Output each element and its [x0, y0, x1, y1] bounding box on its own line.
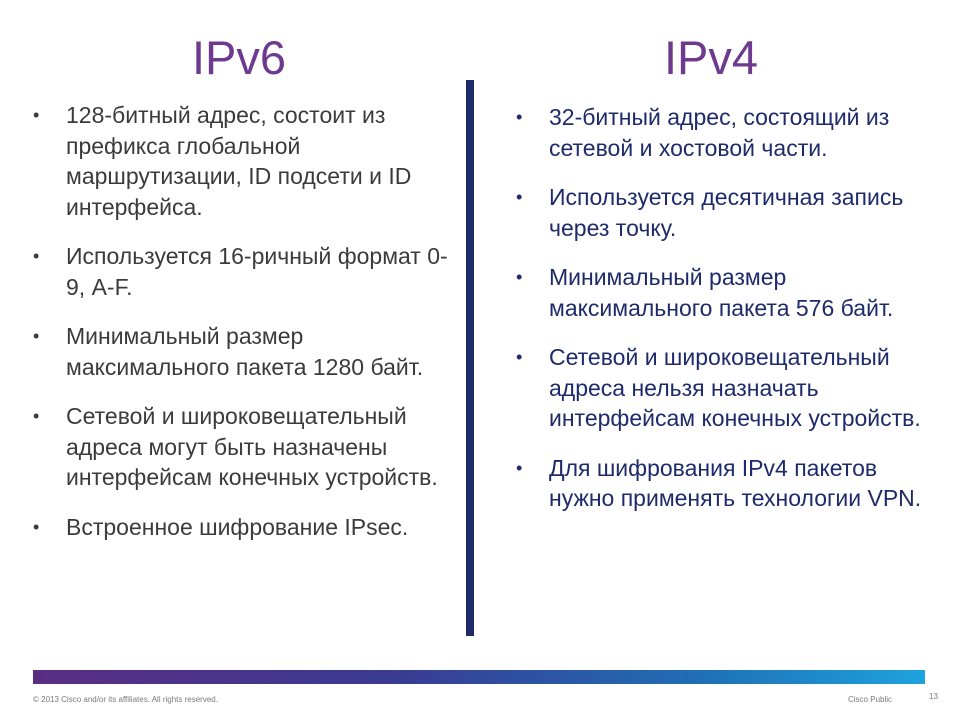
bullet-dot-icon: • — [33, 516, 40, 537]
bullet-dot-icon: • — [516, 347, 523, 367]
ipv4-bullet-item — [516, 102, 936, 163]
ipv6-bullet-item — [33, 241, 453, 302]
ipv4-bullet-text: Используется десятичная запись через точку. — [549, 184, 904, 241]
ipv6-bullet-text: Встроенное шифрование IPsec. — [66, 513, 409, 540]
copyright-notice: © 2013 Cisco and/or its affiliates. All rights reserved. — [33, 695, 218, 704]
column-divider — [466, 80, 474, 636]
ipv4-title: IPv4 — [664, 31, 759, 84]
bullet-dot-icon: • — [516, 267, 523, 287]
ipv4-bullet-item — [516, 262, 936, 323]
ipv4-bullet-text: Сетевой и широковещательный адреса нельзя назначать интерфейсам конечных устройств. — [549, 344, 921, 431]
ipv4-bullet-item — [516, 453, 936, 514]
ipv6-bullet-text: Используется 16-ричный формат 0-9, A-F. — [66, 243, 448, 300]
bullet-dot-icon: • — [516, 187, 523, 207]
bullet-dot-icon: • — [33, 246, 40, 266]
ipv4-bullet-text: Минимальный размер максимального пакета 576 байт. — [549, 264, 894, 321]
bullet-dot-icon: • — [516, 107, 523, 127]
ipv6-bullet-item — [33, 512, 453, 543]
ipv4-bullet-item — [516, 182, 936, 243]
classification-label: Cisco Public — [848, 695, 893, 704]
ipv6-title: IPv6 — [192, 31, 287, 84]
ipv4-bullet-text: Для шифрования IPv4 пакетов нужно применять технологии VPN. — [549, 454, 922, 511]
ipv6-bullet-text: Сетевой и широковещательный адреса могут быть назначены интерфейсам конечных устройств. — [66, 403, 438, 490]
ipv6-bullet-item — [33, 321, 453, 382]
ipv6-bullet-text: 128-битный адрес, состоит из префикса глобальной маршрутизации, ID подсети и ID интерфейса. — [66, 102, 412, 220]
ipv6-bullet-list — [33, 100, 453, 561]
footer-gradient-bar — [33, 670, 925, 684]
ipv6-bullet-item — [33, 100, 453, 222]
ipv4-bullet-item — [516, 342, 936, 434]
bullet-dot-icon: • — [33, 105, 40, 125]
ipv6-bullet-text: Минимальный размер максимального пакета 1280 байт. — [66, 323, 424, 380]
bullet-dot-icon: • — [33, 406, 40, 426]
page-number: 13 — [929, 692, 938, 701]
ipv4-bullet-text: 32-битный адрес, состоящий из сетевой и хостовой части. — [549, 104, 890, 161]
ipv6-bullet-item — [33, 401, 453, 493]
bullet-dot-icon: • — [33, 326, 40, 346]
bullet-dot-icon: • — [516, 457, 523, 478]
ipv4-bullet-list — [516, 102, 936, 533]
